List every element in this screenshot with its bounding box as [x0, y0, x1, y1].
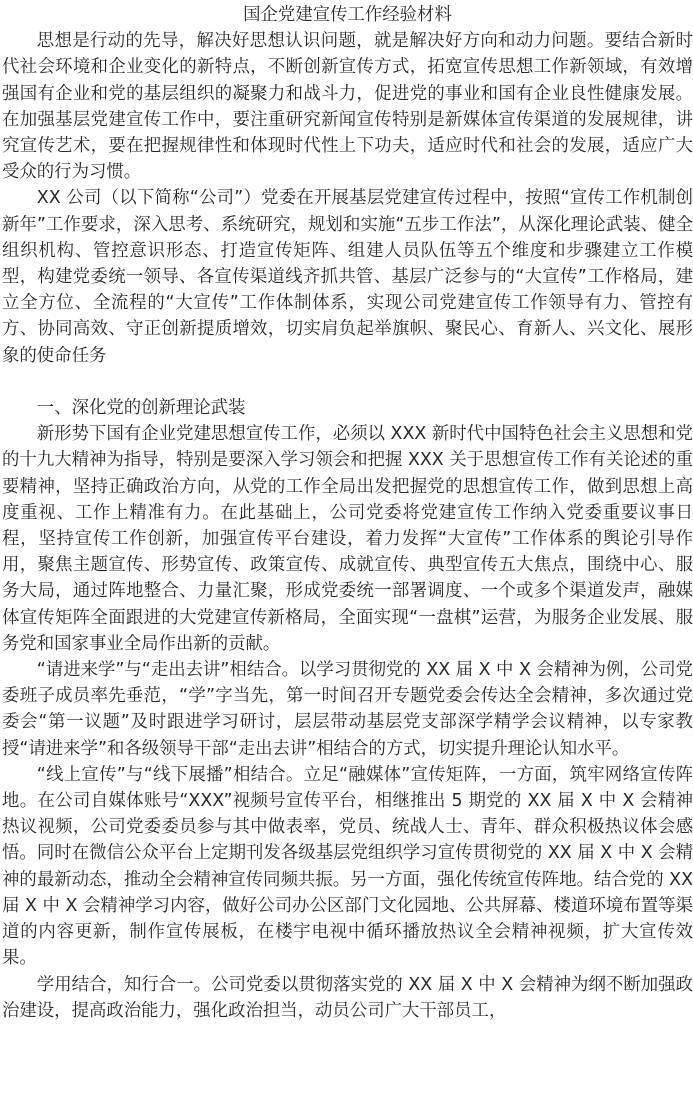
section-paragraph-3: “线上宣传”与“线下展播”相结合。立足“融媒体”宣传矩阵，一方面，筑牢网络宣传阵地。在公司自媒体账号“XXX”视频号宣传平台，相继推出 5 期党的 XX 届 X 中 X 会精神热议视频，公司党委委员参与其中做表率，党员、统战人士、青年、群众积极热议体会感悟。同时在微信公众平台上定期刊发各级基层党组织学习宣传贯彻党的 XX 届 X 中 X 会精神的最新动态，推动全会精神宣传同频共振。另一方面，强化传统宣传阵地。结合党的 XX 届 X 中 X 会精神学习内容，做好公司办公区部门文化园地、公共屏幕、楼道环境布置等渠道的内容更新，制作宣传展板，在楼宇电视中循环播放热议全会精神视频，扩大宣传效果。 — [2, 764, 693, 969]
section-heading: 一、深化党的创新理论武装 — [36, 398, 246, 419]
section-paragraph-2: “请进来学”与“走出去讲”相结合。以学习贯彻党的 XX 届 X 中 X 会精神为例，公司党委班子成员率先垂范，“学”字当先，第一时间召开专题党委会传达全会精神，多次通过党委会“第一议题”及时跟进学习研讨，层层带动基层党支部深学精学会议精神，以专家教授“请进来学”和各级领导干部“走出去讲”相结合的方式，切实提升理论认知水平。 — [2, 660, 693, 759]
section-paragraph-1: 新形势下国有企业党建思想宣传工作，必须以 XXX 新时代中国特色社会主义思想和党的十九大精神为指导，特别是要深入学习领会和把握 XXX 关于思想宣传工作有关论述的重要精神，坚持正确政治方向，从党的工作全局出发把握党的思想宣传工作，做到思想上高度重视、工作上精准有力。在此基础上，公司党委将党建宣传工作纳入党委重要议事日程，坚持宣传工作创新，加强宣传平台建设，着力发挥“大宣传”工作体系的舆论引导作用，聚焦主题宣传、形势宣传、政策宣传、成就宣传、典型宣传五大焦点，围绕中心、服务大局，通过阵地整合、力量汇聚，形成党委统一部署调度、一个或多个渠道发声，融媒体宣传矩阵全面跟进的大党建宣传新格局，全面实现“一盘棋”运营，为服务企业发展、服务党和国家事业全局作出新的贡献。 — [2, 424, 693, 654]
intro-paragraph-2: XX 公司（以下简称“公司”）党委在开展基层党建宣传过程中，按照“宣传工作机制创新年”工作要求，深入思考、系统研究，规划和实施“五步工作法”，从深化理论武装、健全组织机构、管控意识形态、打造宣传矩阵、组建人员队伍等五个维度和步骤建立工作模型，构建党委统一领导、各宣传渠道线齐抓共管、基层广泛参与的“大宣传”工作格局，建立全方位、全流程的“大宣传”工作体制体系，实现公司党建宣传工作领导有力、管控有方、协同高效、守正创新提质增效，切实肩负起举旗帜、聚民心、育新人、兴文化、展形象的使命任务 — [2, 188, 693, 366]
document-title: 国企党建宣传工作经验材料 — [243, 5, 452, 25]
blank-line — [2, 369, 693, 395]
section-paragraph-4: 学用结合，知行合一。公司党委以贯彻落实党的 XX 届 X 中 X 会精神为纲不断加强政治建设，提高政治能力，强化政治担当，动员公司广大干部员工， — [2, 974, 693, 1021]
intro-paragraph-1: 思想是行动的先导，解决好思想认识问题，就是解决好方向和动力问题。要结合新时代社会环境和企业变化的新特点，不断创新宣传方式，拓宽宣传思想工作新领域，有效增强国有企业和党的基层组织的凝聚力和战斗力，促进党的事业和国有企业良性健康发展。在加强基层党建宣传工作中，要注重研究新闻宣传特别是新媒体宣传渠道的发展规律，讲究宣传艺术，要在把握规律性和体现时代性上下功夫，适应时代和社会的发展，适应广大受众的行为习惯。 — [2, 31, 693, 183]
